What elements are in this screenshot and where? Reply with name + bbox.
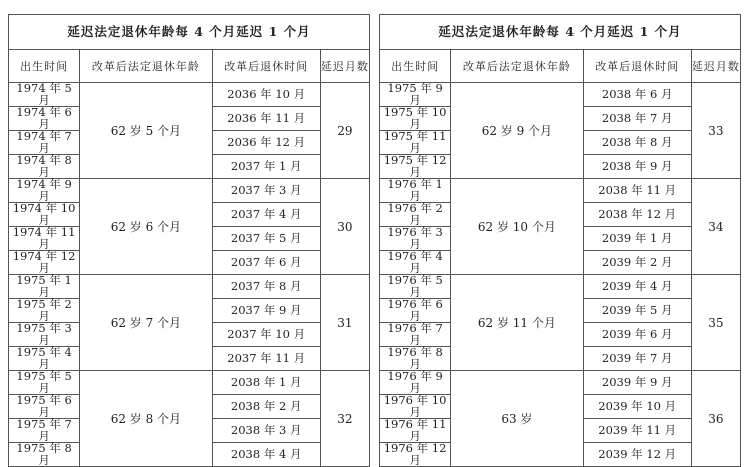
retirement-age-header: 改革后法定退休年龄: [451, 50, 583, 83]
retirement-age-cell: 62 岁 7 个月: [80, 275, 212, 371]
delay-months-cell: 34: [691, 179, 740, 275]
birth-time-cell: 1975 年 3 月: [9, 323, 80, 347]
birth-time-cell: 1976 年 11 月: [380, 419, 451, 443]
retirement-time-cell: 2039 年 12 月: [583, 443, 691, 467]
birth-time-cell: 1976 年 9 月: [380, 371, 451, 395]
birth-time-cell: 1975 年 10 月: [380, 107, 451, 131]
birth-time-cell: 1974 年 7 月: [9, 131, 80, 155]
retirement-time-cell: 2037 年 5 月: [212, 227, 320, 251]
birth-time-cell: 1975 年 12 月: [380, 155, 451, 179]
retirement-age-header: 改革后法定退休年龄: [80, 50, 212, 83]
delay-months-cell: 33: [691, 83, 740, 179]
table-row: [380, 371, 741, 395]
retirement-time-cell: 2039 年 11 月: [583, 419, 691, 443]
table-title: 延迟法定退休年龄每 4 个月延迟 1 个月: [380, 15, 741, 50]
retirement-time-cell: 2037 年 11 月: [212, 347, 320, 371]
birth-time-cell: 1975 年 6 月: [9, 395, 80, 419]
table-row: [380, 275, 741, 299]
delay-months-cell: 35: [691, 275, 740, 371]
retirement-age-cell: 63 岁: [451, 371, 583, 467]
birth-time-cell: 1976 年 6 月: [380, 299, 451, 323]
delay-months-header: 延迟月数: [320, 50, 369, 83]
birth-time-cell: 1976 年 7 月: [380, 323, 451, 347]
retirement-time-header: 改革后退休时间: [212, 50, 320, 83]
birth-time-cell: 1974 年 12 月: [9, 251, 80, 275]
birth-time-cell: 1974 年 11 月: [9, 227, 80, 251]
retirement-time-cell: 2037 年 3 月: [212, 179, 320, 203]
delay-months-cell: 32: [320, 371, 369, 467]
retirement-age-cell: 62 岁 5 个月: [80, 83, 212, 179]
birth-time-cell: 1975 年 11 月: [380, 131, 451, 155]
retirement-time-cell: 2038 年 1 月: [212, 371, 320, 395]
retirement-time-cell: 2038 年 3 月: [212, 419, 320, 443]
retirement-time-cell: 2039 年 1 月: [583, 227, 691, 251]
birth-time-cell: 1974 年 10 月: [9, 203, 80, 227]
birth-time-cell: 1975 年 5 月: [9, 371, 80, 395]
birth-time-header: 出生时间: [9, 50, 80, 83]
delay-months-cell: 30: [320, 179, 369, 275]
table-row: [380, 179, 741, 203]
birth-time-cell: 1974 年 5 月: [9, 83, 80, 107]
birth-time-cell: 1975 年 8 月: [9, 443, 80, 467]
retirement-time-header: 改革后退休时间: [583, 50, 691, 83]
retirement-time-cell: 2036 年 10 月: [212, 83, 320, 107]
birth-time-cell: 1976 年 3 月: [380, 227, 451, 251]
delay-months-cell: 36: [691, 371, 740, 467]
birth-time-cell: 1976 年 8 月: [380, 347, 451, 371]
birth-time-header: 出生时间: [380, 50, 451, 83]
retirement-time-cell: 2036 年 11 月: [212, 107, 320, 131]
birth-time-cell: 1974 年 8 月: [9, 155, 80, 179]
retirement-time-cell: 2039 年 4 月: [583, 275, 691, 299]
table-row: [9, 83, 370, 107]
table-header-row: [380, 50, 741, 83]
birth-time-cell: 1976 年 4 月: [380, 251, 451, 275]
retirement-time-cell: 2038 年 4 月: [212, 443, 320, 467]
retirement-time-cell: 2039 年 10 月: [583, 395, 691, 419]
retirement-age-cell: 62 岁 6 个月: [80, 179, 212, 275]
table-title: 延迟法定退休年龄每 4 个月延迟 1 个月: [9, 15, 370, 50]
retirement-time-cell: 2037 年 8 月: [212, 275, 320, 299]
birth-time-cell: 1975 年 2 月: [9, 299, 80, 323]
retirement-time-cell: 2039 年 7 月: [583, 347, 691, 371]
table-header-row: [9, 50, 370, 83]
table-row: [9, 371, 370, 395]
birth-time-cell: 1974 年 6 月: [9, 107, 80, 131]
table-title-row: [9, 15, 370, 50]
retirement-age-cell: 62 岁 10 个月: [451, 179, 583, 275]
birth-time-cell: 1975 年 1 月: [9, 275, 80, 299]
retirement-time-cell: 2038 年 8 月: [583, 131, 691, 155]
retirement-time-cell: 2036 年 12 月: [212, 131, 320, 155]
retirement-time-cell: 2039 年 9 月: [583, 371, 691, 395]
right-table-panel: [379, 14, 741, 467]
table-body-right: [380, 15, 741, 467]
table-body-left: [9, 15, 370, 467]
birth-time-cell: 1975 年 9 月: [380, 83, 451, 107]
delay-months-cell: 31: [320, 275, 369, 371]
table-title-row: [380, 15, 741, 50]
table-row: [380, 83, 741, 107]
retirement-table-left: [8, 14, 370, 467]
table-row: [9, 179, 370, 203]
retirement-time-cell: 2037 年 4 月: [212, 203, 320, 227]
birth-time-cell: 1976 年 1 月: [380, 179, 451, 203]
birth-time-cell: 1975 年 4 月: [9, 347, 80, 371]
retirement-time-cell: 2037 年 10 月: [212, 323, 320, 347]
delay-months-cell: 29: [320, 83, 369, 179]
table-row: [9, 275, 370, 299]
birth-time-cell: 1976 年 12 月: [380, 443, 451, 467]
retirement-time-cell: 2038 年 7 月: [583, 107, 691, 131]
retirement-age-cell: 62 岁 8 个月: [80, 371, 212, 467]
retirement-table-right: [379, 14, 741, 467]
retirement-time-cell: 2038 年 9 月: [583, 155, 691, 179]
birth-time-cell: 1976 年 2 月: [380, 203, 451, 227]
retirement-time-cell: 2039 年 2 月: [583, 251, 691, 275]
retirement-time-cell: 2037 年 9 月: [212, 299, 320, 323]
retirement-time-cell: 2038 年 6 月: [583, 83, 691, 107]
birth-time-cell: 1975 年 7 月: [9, 419, 80, 443]
birth-time-cell: 1974 年 9 月: [9, 179, 80, 203]
retirement-time-cell: 2039 年 5 月: [583, 299, 691, 323]
retirement-time-cell: 2038 年 12 月: [583, 203, 691, 227]
retirement-time-cell: 2038 年 2 月: [212, 395, 320, 419]
birth-time-cell: 1976 年 5 月: [380, 275, 451, 299]
retirement-time-cell: 2038 年 11 月: [583, 179, 691, 203]
retirement-time-cell: 2037 年 6 月: [212, 251, 320, 275]
delay-months-header: 延迟月数: [691, 50, 740, 83]
left-table-panel: [8, 14, 370, 467]
retirement-age-cell: 62 岁 9 个月: [451, 83, 583, 179]
birth-time-cell: 1976 年 10 月: [380, 395, 451, 419]
retirement-time-cell: 2039 年 6 月: [583, 323, 691, 347]
retirement-age-cell: 62 岁 11 个月: [451, 275, 583, 371]
retirement-time-cell: 2037 年 1 月: [212, 155, 320, 179]
